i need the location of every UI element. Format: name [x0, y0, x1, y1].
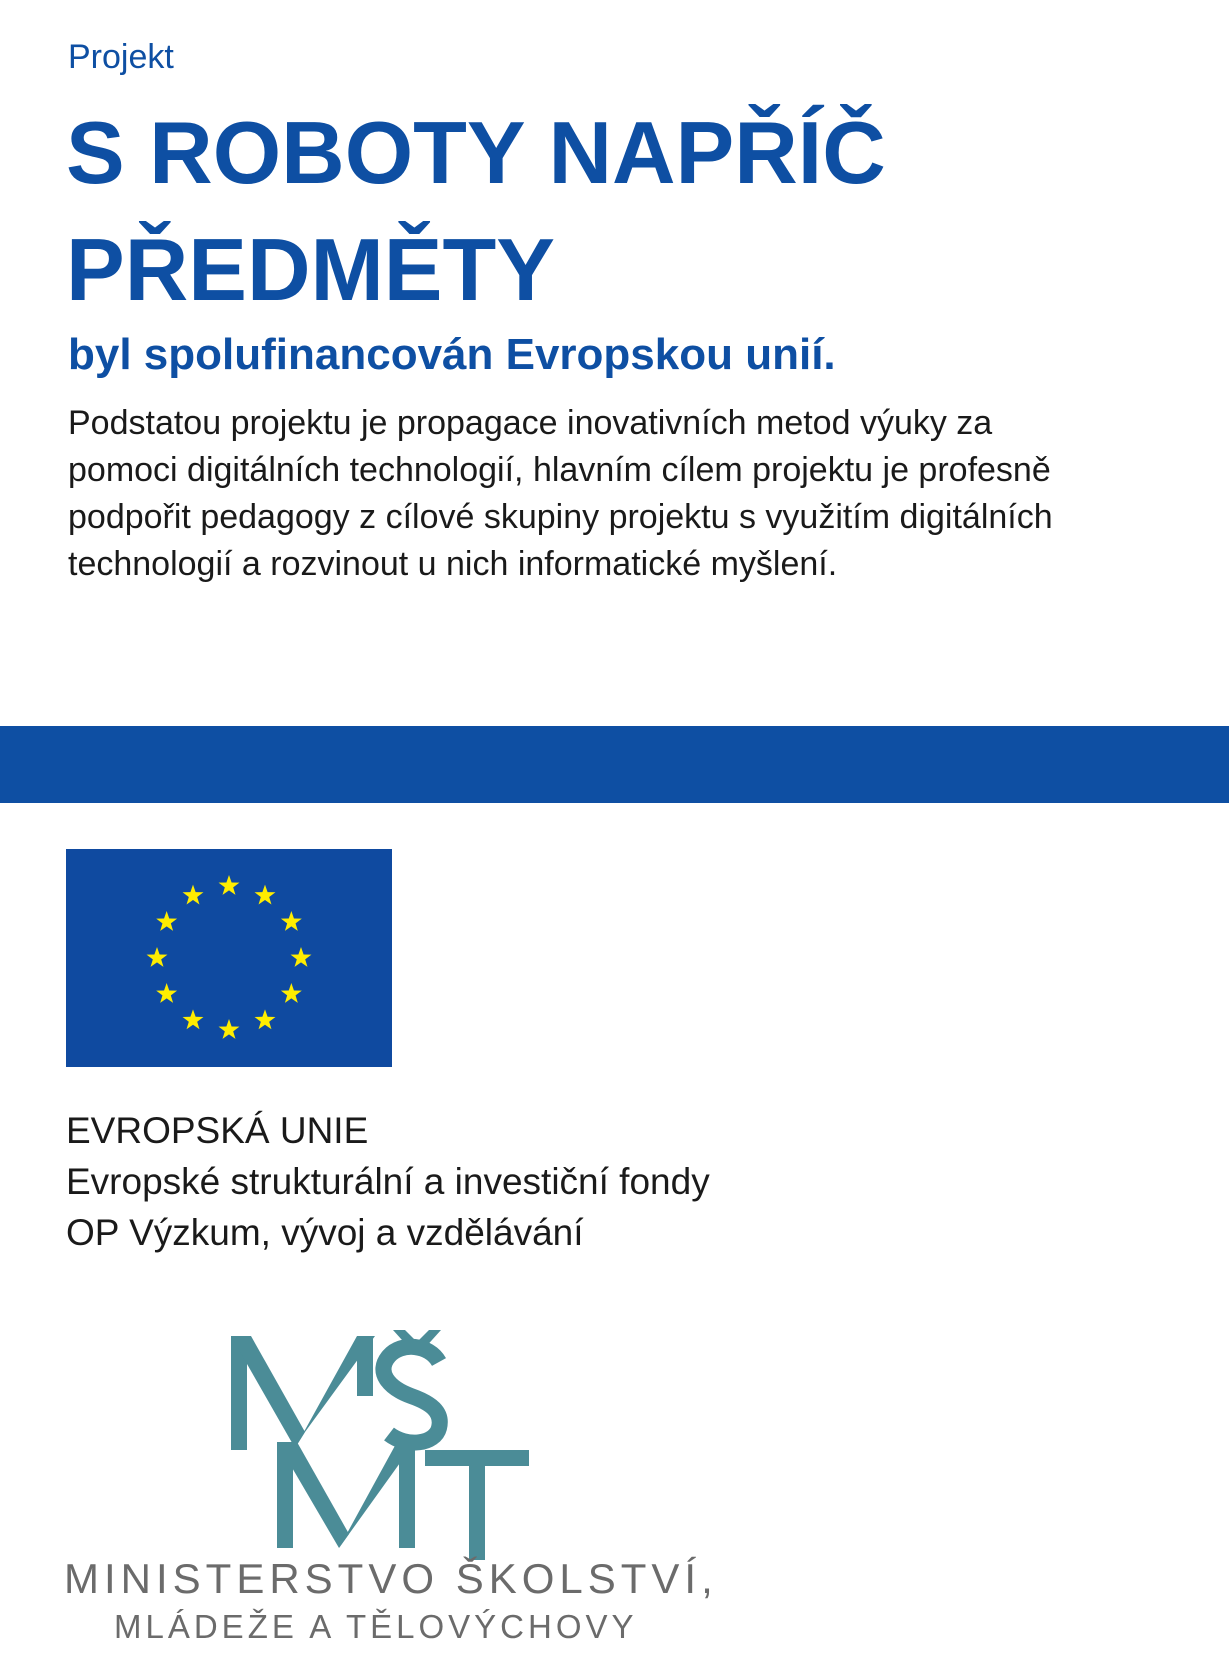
project-description — [68, 400, 1178, 588]
project-title-line-1: S ROBOTY NAPŘÍČ — [66, 103, 886, 202]
funding-statement: byl spolufinancován Evropskou unií. — [68, 330, 836, 379]
msmt-logo-icon — [225, 1330, 545, 1560]
eu-funding-block — [66, 1105, 710, 1258]
ministry-name-line-2: MLÁDEŽE A TĚLOVÝCHOVY — [114, 1608, 638, 1645]
eu-flag-icon — [66, 849, 392, 1067]
description-line: Podstatou projektu je propagace inovativních metod výuky za — [68, 404, 993, 442]
description-line: pomoci digitálních technologií, hlavním cílem projektu je profesně — [68, 451, 1051, 489]
project-title-line-2: PŘEDMĚTY — [66, 220, 555, 319]
blue-divider-band — [0, 726, 1229, 803]
description-line: podpořit pedagogy z cílové skupiny projektu s využitím digitálních — [68, 498, 1053, 536]
ministry-name-line-1: MINISTERSTVO ŠKOLSTVÍ, — [64, 1555, 718, 1602]
description-line: technologií a rozvinout u nich informatické myšlení. — [68, 545, 838, 583]
eu-name: EVROPSKÁ UNIE — [66, 1110, 369, 1151]
project-label: Projekt — [68, 38, 174, 76]
project-title — [66, 94, 886, 328]
eu-programme: OP Výzkum, vývoj a vzdělávání — [66, 1212, 584, 1253]
eu-funds: Evropské strukturální a investiční fondy — [66, 1161, 710, 1202]
